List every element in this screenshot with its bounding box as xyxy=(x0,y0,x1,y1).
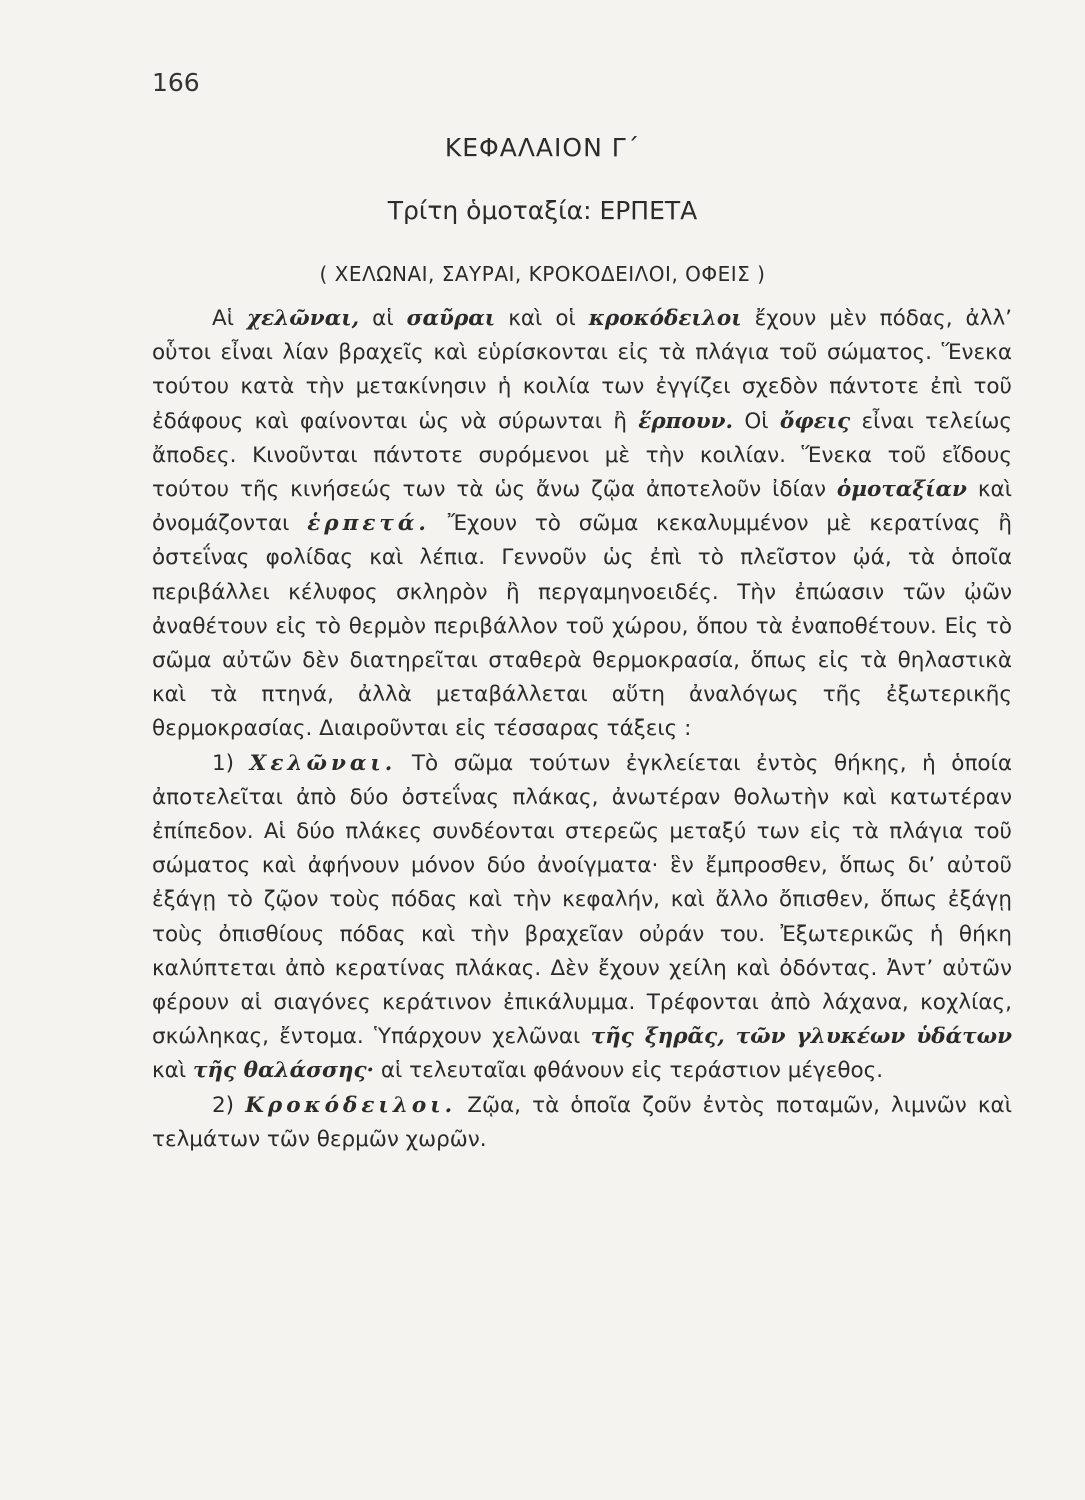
heading-turtles: Χελῶναι. xyxy=(249,750,397,776)
text-segment: καὶ xyxy=(152,1058,193,1084)
text-segment: αἱ τελευταῖαι φθάνουν εἰς τεράστιον μέγεθος. xyxy=(374,1058,884,1084)
groups-list: ( ΧΕΛΩΝΑΙ, ΣΑΥΡΑΙ, ΚΡΟΚΟΔΕΙΛΟΙ, ΟΦΕΙΣ ) xyxy=(319,262,766,286)
text-segment: Οἱ xyxy=(733,408,780,434)
item-number: 1) xyxy=(212,750,250,776)
text-segment: Αἱ xyxy=(212,306,248,331)
text-segment: αἱ xyxy=(359,306,407,331)
paragraph-intro xyxy=(152,302,1012,747)
text-segment: καὶ ὀνομάζονται xyxy=(152,477,1012,537)
text-segment: καὶ οἱ xyxy=(495,306,589,331)
term-land-freshwater: τῆς ξηρᾶς, τῶν γλυκέων ὑδάτων xyxy=(590,1024,1012,1050)
term-crawl: ἕρπουν. xyxy=(638,408,734,434)
paragraph-turtles xyxy=(152,747,1012,1089)
section-subtitle: Τρίτη ὁμοταξία: ΕΡΠΕΤΑ xyxy=(387,196,698,225)
chapter-title: ΚΕΦΑΛΑΙΟΝ Γ΄ xyxy=(444,133,641,162)
term-reptiles: ἑρπετά. xyxy=(307,511,430,537)
body-text xyxy=(152,302,1012,1157)
paragraph-crocodiles xyxy=(152,1089,1012,1157)
text-segment: Τὸ σῶμα τούτων ἐγκλείεται ἐντὸς θήκης, ἡ ὁποία ἀποτελεῖται ἀπὸ δύο ὀστεΐνας πλάκας, ἀνωτέραν θολωτὴν καὶ κατωτέραν ἐπίπεδον. Αἱ δύο πλάκες συνδέονται στερεῶς μεταξύ των εἰς τὰ πλάγια τοῦ σώματος καὶ ἀφήνουν μόνον δύο ἀνοίγματα· ἓν ἔμπροσθεν, ὅπως δι’ αὐτοῦ ἐξάγῃ τὸ ζῷον τοὺς πόδας καὶ τὴν κεφαλήν, καὶ ἄλλο ὄπισθεν, ὅπως ἐξάγῃ τοὺς ὀπισθίους πόδας καὶ τὴν βραχεῖαν οὐράν του. Ἐξωτερικῶς ἡ θήκη καλύπτεται ἀπὸ κερατίνας πλάκας. Δὲν ἔχουν χείλη καὶ ὀδόντας. Ἀντ’ αὐτῶν φέρουν αἱ σιαγόνες κεράτινον ἐπικάλυμμα. Τρέφονται ἀπὸ λάχανα, κοχλίας, σκώληκας, ἔντομα. Ὑπάρχουν χελῶναι xyxy=(152,750,1012,1050)
text-segment: Ζῷα, τὰ ὁποῖα ζοῦν ἐντὸς ποταμῶν, λιμνῶν καὶ τελμάτων τῶν θερμῶν χωρῶν. xyxy=(152,1092,1012,1152)
heading-crocodiles: Κροκόδειλοι. xyxy=(245,1092,457,1118)
term-lizards: σαῦραι xyxy=(406,306,496,331)
text-segment: Ἔχουν τὸ σῶμα κεκαλυμμένον μὲ κερατίνας ἢ ὀστεΐνας φολίδας καὶ λέπια. Γεννοῦν ὡς ἐπὶ τὸ πλεῖστον ᾠά, τὰ ὁποῖα περιβάλλει κέλυφος σκληρὸν ἢ περγαμηνοειδές. Τὴν ἐπώασιν τῶν ᾠῶν ἀναθέτουν εἰς τὸ θερμὸν περιβάλλον τοῦ χώρου, ὅπου τὰ ἐναποθέτουν. Εἰς τὸ σῶμα αὐτῶν δὲν διατηρεῖται σταθερὰ θερμοκρασία, ὅπως εἰς τὰ θηλαστικὰ καὶ τὰ πτηνά, ἀλλὰ μεταβάλλεται αὕτη ἀναλόγως τῆς ἐξωτερικῆς θερμοκρασίας. Διαιροῦνται εἰς τέσσαρας τάξεις : xyxy=(152,511,1012,742)
text-segment: εἶναι τελείως ἄποδες. Κινοῦνται πάντοτε συρόμενοι μὲ τὴν κοιλίαν. Ἕνεκα τοῦ εἴδους τούτου τῆς κινήσεώς των τὰ ὡς ἄνω ζῷα ἀποτελοῦν ἰδίαν xyxy=(152,408,1012,503)
term-crocodiles: κροκόδειλοι xyxy=(588,306,742,331)
term-snakes: ὄφεις xyxy=(779,408,851,434)
page-number: 166 xyxy=(152,68,200,97)
term-class: ὁμοταξίαν xyxy=(836,477,967,503)
term-sea: τῆς θαλάσσης· xyxy=(192,1058,375,1084)
term-turtles: χελῶναι, xyxy=(247,306,360,331)
text-segment: ἔχουν μὲν πόδας, ἀλλ’ οὗτοι εἶναι λίαν βραχεῖς καὶ εὑρίσκονται εἰς τὰ πλάγια τοῦ σώματος. Ἕνεκα τούτου κατὰ τὴν μετακίνησιν ἡ κοιλία των ἐγγίζει σχεδὸν πάντοτε ἐπὶ τοῦ ἐδάφους καὶ φαίνονται ὡς νὰ σύρωνται ἢ xyxy=(152,306,1013,434)
item-number: 2) xyxy=(212,1092,246,1118)
